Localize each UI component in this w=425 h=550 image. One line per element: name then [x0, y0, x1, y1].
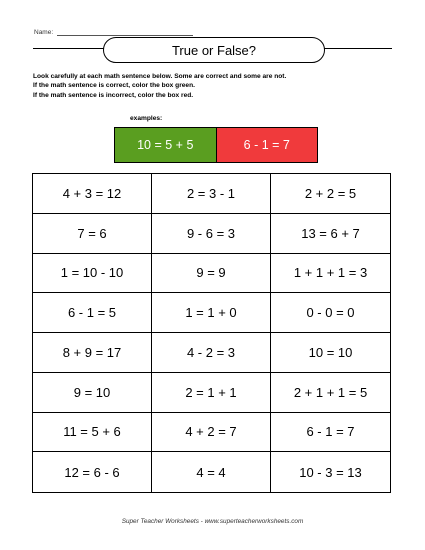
problem-box[interactable]: 1 + 1 + 1 = 3: [271, 254, 390, 294]
problem-box[interactable]: 1 = 1 + 0: [152, 293, 271, 333]
examples-box: [114, 127, 318, 163]
problem-box[interactable]: 4 + 3 = 12: [33, 174, 152, 214]
name-line[interactable]: [57, 29, 193, 36]
page-title: True or False?: [103, 37, 325, 63]
instruction-line-2: If the math sentence is correct, color the box green.: [33, 82, 195, 90]
problem-box[interactable]: 6 - 1 = 7: [271, 413, 390, 453]
problem-box[interactable]: 4 + 2 = 7: [152, 413, 271, 453]
example-correct: 10 = 5 + 5: [115, 128, 217, 162]
problem-box[interactable]: 7 = 6: [33, 214, 152, 254]
problem-box[interactable]: 11 = 5 + 6: [33, 413, 152, 453]
instruction-line-1: Look carefully at each math sentence below. Some are correct and some are not.: [33, 73, 287, 80]
name-label: Name:: [34, 29, 54, 36]
problem-box[interactable]: 13 = 6 + 7: [271, 214, 390, 254]
problem-box[interactable]: 10 = 10: [271, 333, 390, 373]
problem-box[interactable]: 9 - 6 = 3: [152, 214, 271, 254]
problem-box[interactable]: 2 = 1 + 1: [152, 373, 271, 413]
problem-box[interactable]: 9 = 9: [152, 254, 271, 294]
problem-box[interactable]: 1 = 10 - 10: [33, 254, 152, 294]
problem-box[interactable]: 9 = 10: [33, 373, 152, 413]
footer-credit: Super Teacher Worksheets - www.superteacherworksheets.com: [121, 518, 304, 525]
name-field[interactable]: [34, 29, 193, 36]
problem-box[interactable]: 2 = 3 - 1: [152, 174, 271, 214]
examples-label: examples:: [130, 115, 163, 122]
problem-grid: [32, 173, 391, 493]
problem-box[interactable]: 4 = 4: [152, 452, 271, 492]
example-incorrect: 6 - 1 = 7: [217, 128, 318, 162]
problem-box[interactable]: 2 + 1 + 1 = 5: [271, 373, 390, 413]
instructions: [33, 72, 403, 100]
problem-box[interactable]: 10 - 3 = 13: [299, 464, 362, 480]
instruction-line-3: If the math sentence is incorrect, color the box red.: [33, 91, 194, 99]
problem-box[interactable]: 12 = 6 - 6: [33, 452, 152, 492]
problem-box[interactable]: 2 + 2 = 5: [271, 174, 390, 214]
problem-box[interactable]: 0 - 0 = 0: [271, 293, 390, 333]
problem-box[interactable]: 6 - 1 = 5: [33, 293, 152, 333]
problem-box[interactable]: 8 + 9 = 17: [33, 333, 152, 373]
problem-box[interactable]: 4 - 2 = 3: [152, 333, 271, 373]
